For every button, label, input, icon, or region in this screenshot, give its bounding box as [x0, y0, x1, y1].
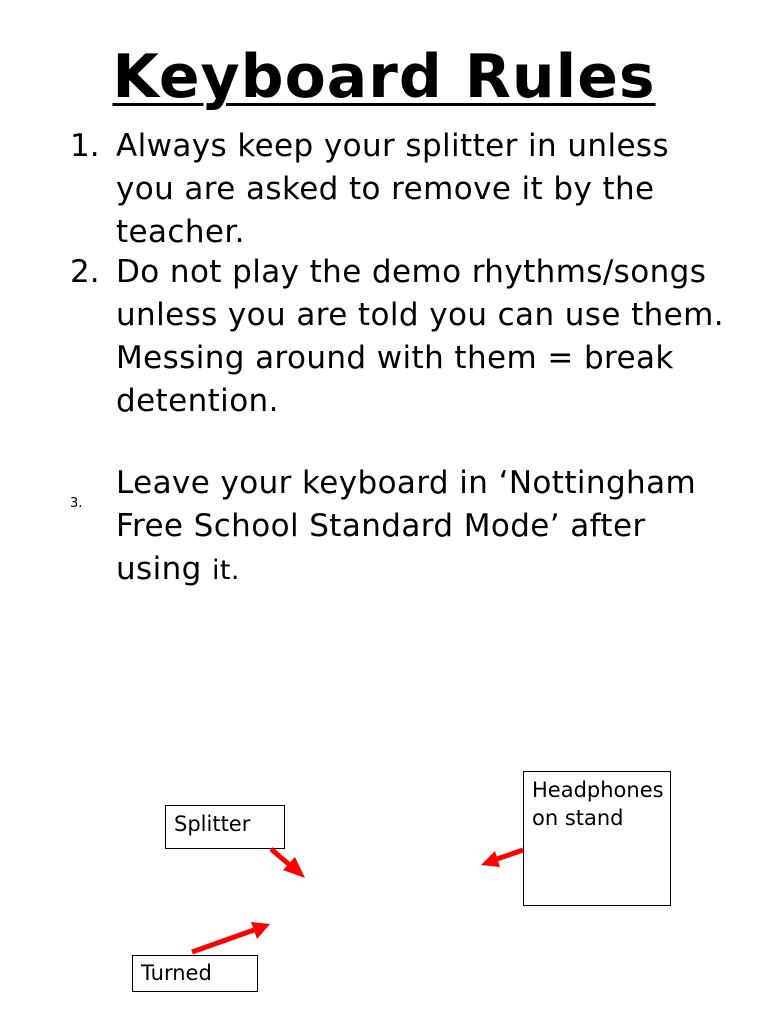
rule-1-number: 1.: [70, 128, 100, 164]
splitter-arrow: [271, 849, 305, 878]
rule-3-number: 3.: [70, 496, 83, 511]
page-title-text: Keyboard Rules: [112, 42, 656, 112]
rule-2-number: 2.: [70, 254, 100, 290]
rule-3-text-main: Leave your keyboard in ‘Nottingham Free School Standard Mode’ after using: [116, 465, 697, 587]
splitter-label: Splitter: [174, 812, 251, 836]
rule-2-text: Do not play the demo rhythms/songs unless you are told you can use them. Messing around with them = break detention.: [116, 254, 725, 419]
turned-label: Turned: [141, 961, 212, 985]
headphones-label: Headphones on stand: [532, 778, 664, 830]
headphones-arrow: [481, 850, 523, 867]
rule-1-text: Always keep your splitter in unless you are asked to remove it by the teacher.: [116, 128, 670, 250]
turned-arrow: [192, 922, 270, 952]
rule-3-text-tail: it.: [212, 555, 240, 586]
